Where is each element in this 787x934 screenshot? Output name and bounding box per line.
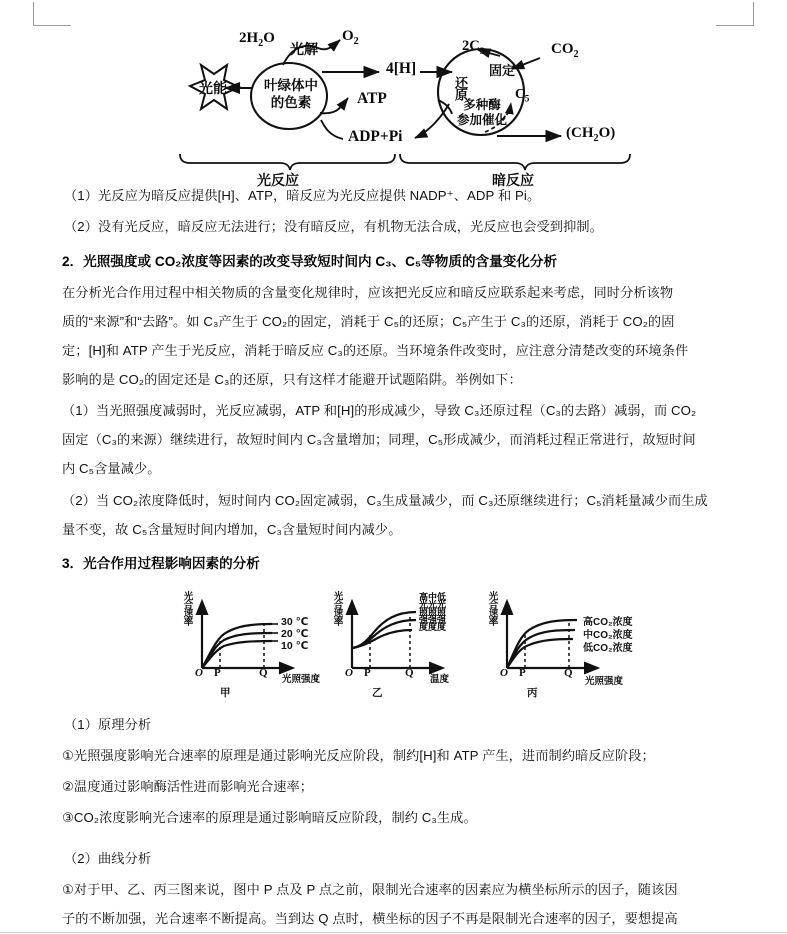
chart-jia-xtick-P: P: [214, 667, 221, 679]
chart-bing-ylabel: 光合速率: [486, 591, 498, 625]
chart-yi-legend-2: 低光照强度: [436, 592, 446, 630]
diagram-label-two-c3: $2C_3$: [462, 38, 485, 57]
chart-jia-figure-label: 甲: [220, 687, 231, 699]
subsection-1: （1）原理分析: [64, 717, 152, 732]
paragraph-1: （1）光反应为暗反应提供[H]、ATP，暗反应为光反应提供 NADP⁺、ADP 和 Pi。: [64, 188, 541, 203]
list-item-1: ①光照强度影响光合速率的原理是通过影响光反应阶段，制约[H]和 ATP 产生，进而制约暗反应阶段；: [62, 748, 655, 763]
diagram-label-light-reaction: 光反应: [257, 172, 299, 188]
paragraph-3-line-1: 在分析光合作用过程中相关物质的含量变化规律时，应该把光反应和暗反应联系起来考虑，同时分析该物: [62, 285, 674, 300]
chart-yi-ylabel: 光合速率: [331, 591, 343, 625]
diagram-label-chloroplast-pigment: 叶绿体中 的色素: [264, 78, 318, 110]
photosynthesis-diagram-svg: [0, 8, 787, 188]
diagram-label-dark-reaction: 暗反应: [492, 172, 534, 188]
chart-bing-xtick-Q: Q: [564, 667, 573, 679]
chart-bing-xtick-P: P: [519, 667, 526, 679]
paragraph-5-line-1: （2）当 CO₂浓度降低时，短时间内 CO₂固定减弱，C₃生成量减少，而 C₃还原继续进行；C₅消耗量减少而生成: [62, 493, 708, 508]
chart-jia-legend-1: 20 ℃: [281, 628, 309, 640]
enzymes-line-1: 多种酶: [463, 98, 501, 112]
diagram-label-photolysis: 光解: [290, 41, 318, 57]
chart-yi-xtick-P: P: [364, 667, 371, 679]
diagram-label-fixation: 固定: [489, 63, 516, 78]
paragraph-3-line-2: 质的“来源”和“去路”。如 C₃产生于 CO₂的固定，消耗于 C₅的还原；C₅产生于 C₃的还原，消耗于 CO₂的固: [62, 314, 675, 329]
list-item-4-line-1: ①对于甲、乙、丙三图来说，图中 P 点及 P 点之前，限制光合速率的因素应为横坐标所示的因子，随该因: [62, 882, 678, 897]
diagram-label-light-energy: 光能: [199, 80, 227, 96]
list-item-2: ②温度通过影响酶活性进而影响光合速率；: [62, 779, 314, 794]
chart-bing: [485, 590, 725, 705]
chart-yi-legend: [418, 592, 445, 630]
paragraph-3-line-4: 影响的是 CO₂的固定还是 C₃的还原，只有这样才能避开试题陷阱。举例如下：: [62, 372, 522, 387]
chart-yi-xlabel: 温度: [430, 674, 450, 685]
page-bottom-border: [0, 932, 787, 933]
chart-yi-legend-1: 中光照强度: [427, 592, 437, 630]
diagram-label-reduction: 还原: [453, 76, 468, 100]
chart-yi-xtick-Q: Q: [405, 667, 414, 679]
chart-jia-ylabel: 光合速率: [181, 591, 193, 625]
list-item-3: ③CO₂浓度影响光合速率的原理是通过影响暗反应阶段，制约 C₃生成。: [62, 810, 477, 825]
paragraph-3-line-3: 定；[H]和 ATP 产生于光反应，消耗于暗反应 C₃的还原。当环境条件改变时，应注意分清楚改变的环境条件: [62, 343, 689, 358]
subsection-2: （2）曲线分析: [64, 851, 152, 866]
diagram-label-water: $2H_2O$: [239, 30, 275, 49]
paragraph-2: （2）没有光反应，暗反应无法进行；没有暗反应，有机物无法合成，光反应也会受到抑制。: [64, 219, 603, 234]
paragraph-4-line-1: （1）当光照强度减弱时，光反应减弱，ATP 和[H]的形成减少，导致 C₃还原过程（C₃的去路）减弱，而 CO₂: [62, 403, 697, 418]
chart-jia-xtick-Q: Q: [259, 667, 268, 679]
paragraph-4-line-3: 内 C₅含量减少。: [62, 461, 161, 476]
section-heading-2: 2．光照强度或 CO₂浓度等因素的改变导致短时间内 C₃、C₅等物质的含量变化分析: [62, 254, 558, 269]
chart-bing-figure-label: 丙: [527, 687, 538, 699]
chart-bing-legend-1: 中CO₂浓度: [583, 630, 633, 641]
chart-yi-figure-label: 乙: [372, 687, 383, 699]
paragraph-5-line-2: 量不变，故 C₅含量短时间内增加，C₃含量短时间内减少。: [62, 522, 402, 537]
chart-bing-legend-0: 高CO₂浓度: [583, 617, 633, 628]
paragraph-4-line-2: 固定（C₃的来源）继续进行，故短时间内 C₃含量增加；同理，C₅形成减少，而消耗过程正常进行，故短时间: [62, 432, 696, 447]
section-heading-3: 3．光合作用过程影响因素的分析: [62, 556, 260, 571]
chart-jia-legend-0: 30 ℃: [281, 616, 309, 628]
diagram-label-c5: $C_5$: [515, 86, 530, 104]
chart-yi-legend-0: 高光照强度: [418, 592, 428, 630]
chart-yi-xtick-O: O: [345, 667, 353, 679]
diagram-label-carbohydrate: $(CH_2O)$: [566, 125, 616, 144]
chart-bing-legend-2: 低CO₂浓度: [583, 643, 633, 654]
chart-jia-xlabel: 光照强度: [282, 674, 321, 685]
chart-bing-xtick-O: O: [500, 667, 508, 679]
enzymes-line-2: 参加催化: [457, 112, 508, 127]
diagram-label-atp: ATP: [357, 90, 387, 107]
diagram-label-oxygen: $O_2$: [342, 28, 359, 47]
chart-bing-xlabel: 光照强度: [585, 676, 624, 687]
list-item-4-line-2: 子的不断加强，光合速率不断提高。当到达 Q 点时，横坐标的因子不再是限制光合速率的因子，要想提高: [62, 911, 678, 926]
chart-jia-xtick-O: O: [195, 667, 203, 679]
diagram-label-co2: $CO_2$: [551, 41, 579, 60]
photosynthesis-diagram: [0, 8, 787, 188]
diagram-label-nadph: 4[H]: [386, 60, 417, 77]
charts-row: [0, 590, 787, 705]
diagram-label-adp-pi: ADP+Pi: [348, 128, 403, 145]
diagram-label-enzymes: [457, 98, 507, 128]
chart-jia-legend-2: 10 ℃: [281, 640, 309, 652]
